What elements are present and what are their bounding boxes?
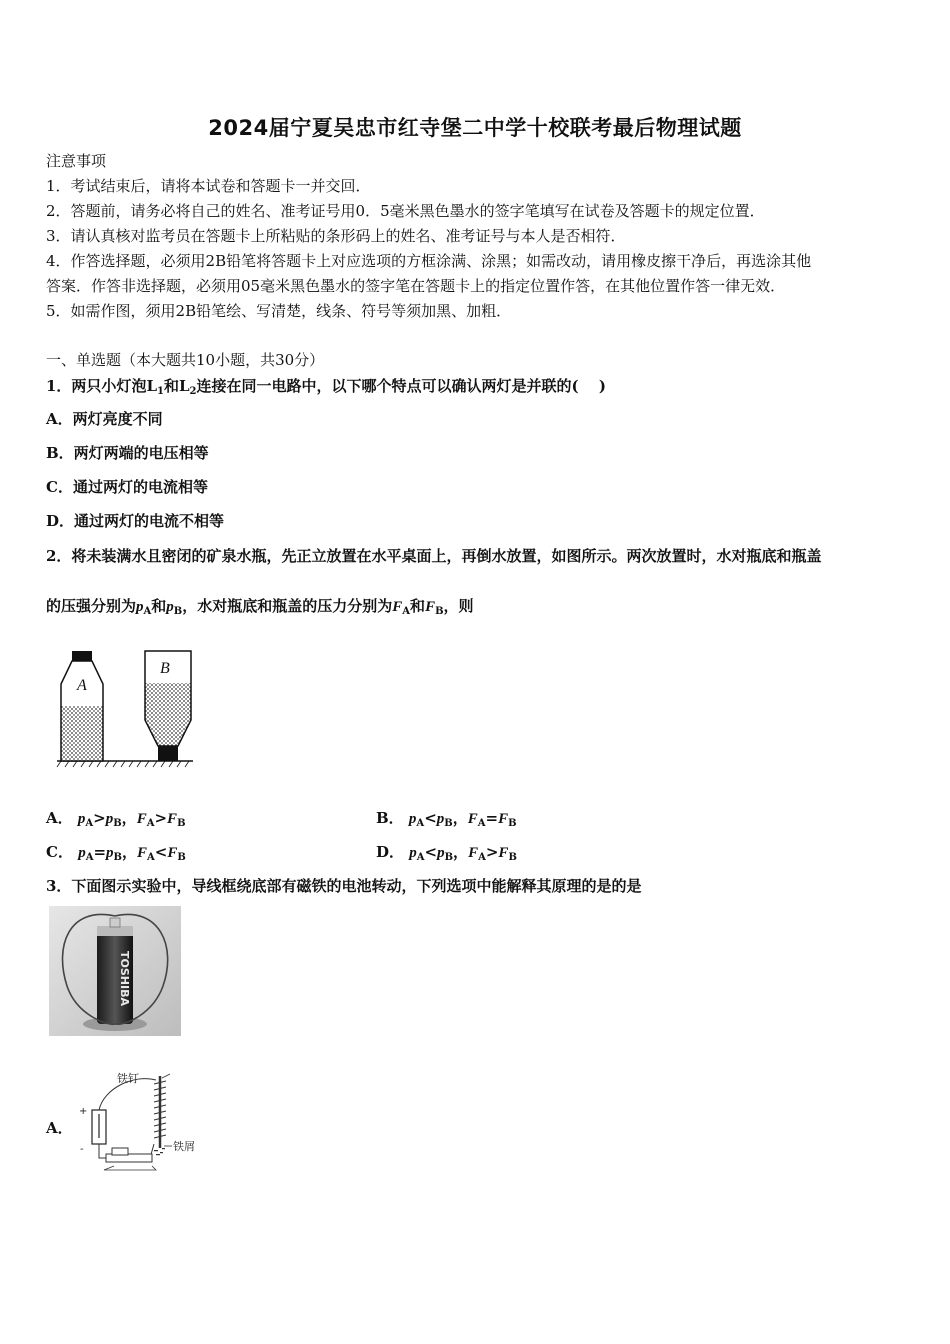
- notice-item: 5．如需作图，须用2B铅笔绘、写清楚，线条、符号等须加黑、加粗．: [46, 302, 512, 320]
- q2-option-b: B． $p_A<p_B$，$F_A=F_B$: [376, 809, 517, 829]
- notice-item: 答案．作答非选择题，必须用05毫米黑色墨水的签字笔在答题卡上的指定位置作答，在其他位置作答一律无效．: [46, 277, 786, 295]
- notice-item: 2．答题前，请务必将自己的姓名、准考证号用0．5毫米黑色墨水的签字笔填写在试卷及答题卡的规定位置．: [46, 202, 765, 220]
- q1-option-b: B．两灯两端的电压相等: [46, 444, 209, 462]
- electromagnet-figure: [74, 1066, 214, 1172]
- bottle-a-label: A: [77, 677, 87, 694]
- q3-option-a-label: A．: [46, 1119, 73, 1137]
- notice-item: 4．作答选择题，必须用2B铅笔将答题卡上对应选项的方框涂满、涂黑；如需改动，请用橡皮擦干净后，再选涂其他: [46, 252, 812, 270]
- q1-option-d: D．通过两灯的电流不相等: [46, 512, 225, 530]
- notice-item: 3．请认真核对监考员在答题卡上所粘贴的条形码上的姓名、准考证号与本人是否相符．: [46, 227, 626, 245]
- ground-hatch: [57, 761, 189, 767]
- question-1-stem: 1．两只小灯泡$L_1$和$L_2$连接在同一电路中，以下哪个特点可以确认两灯是并联的( ): [46, 377, 606, 397]
- svg-text:-: -: [80, 1144, 84, 1155]
- q1-option-a: A．两灯亮度不同: [46, 410, 163, 428]
- bottle-b-label: B: [160, 660, 170, 677]
- battery-photo: [49, 906, 181, 1036]
- q1-option-c: C．通过两灯的电流相等: [46, 478, 208, 496]
- notice-heading: 注意事项: [46, 152, 107, 170]
- q2-option-c: C． $p_A=p_B$，$F_A<F_B$: [46, 843, 186, 863]
- question-3-stem: 3．下面图示实验中，导线框绕底部有磁铁的电池转动，下列选项中能解释其原理的是的是: [46, 877, 642, 895]
- question-2-line1: 2．将未装满水且密闭的矿泉水瓶，先正立放置在水平桌面上，再倒水放置，如图所示。两次放置时，水对瓶底和瓶盖: [46, 547, 822, 565]
- svg-text:+: +: [79, 1106, 88, 1117]
- bottles-figure: [55, 648, 195, 770]
- filings-label: 铁屑: [173, 1140, 195, 1153]
- page-title: 2024届宁夏吴忠市红寺堡二中学十校联考最后物理试题: [208, 116, 742, 140]
- question-2-line2: 的压强分别为$p_A$和$p_B$，水对瓶底和瓶盖的压力分别为$F_A$和$F_B$，则: [46, 597, 474, 617]
- notice-item: 1．考试结束后，请将本试卷和答题卡一并交回．: [46, 177, 371, 195]
- bottle-a: [61, 651, 103, 761]
- q2-option-a: A． $p_A>p_B$，$F_A>F_B$: [46, 809, 186, 829]
- section-heading: 一、单选题（本大题共10小题，共30分）: [46, 351, 325, 369]
- nail-label: 铁钉: [117, 1072, 139, 1085]
- q2-option-d: D． $p_A<p_B$，$F_A>F_B$: [376, 843, 517, 863]
- iron-filings: [154, 1148, 165, 1155]
- battery-brand: TOSHIBA: [118, 951, 131, 1006]
